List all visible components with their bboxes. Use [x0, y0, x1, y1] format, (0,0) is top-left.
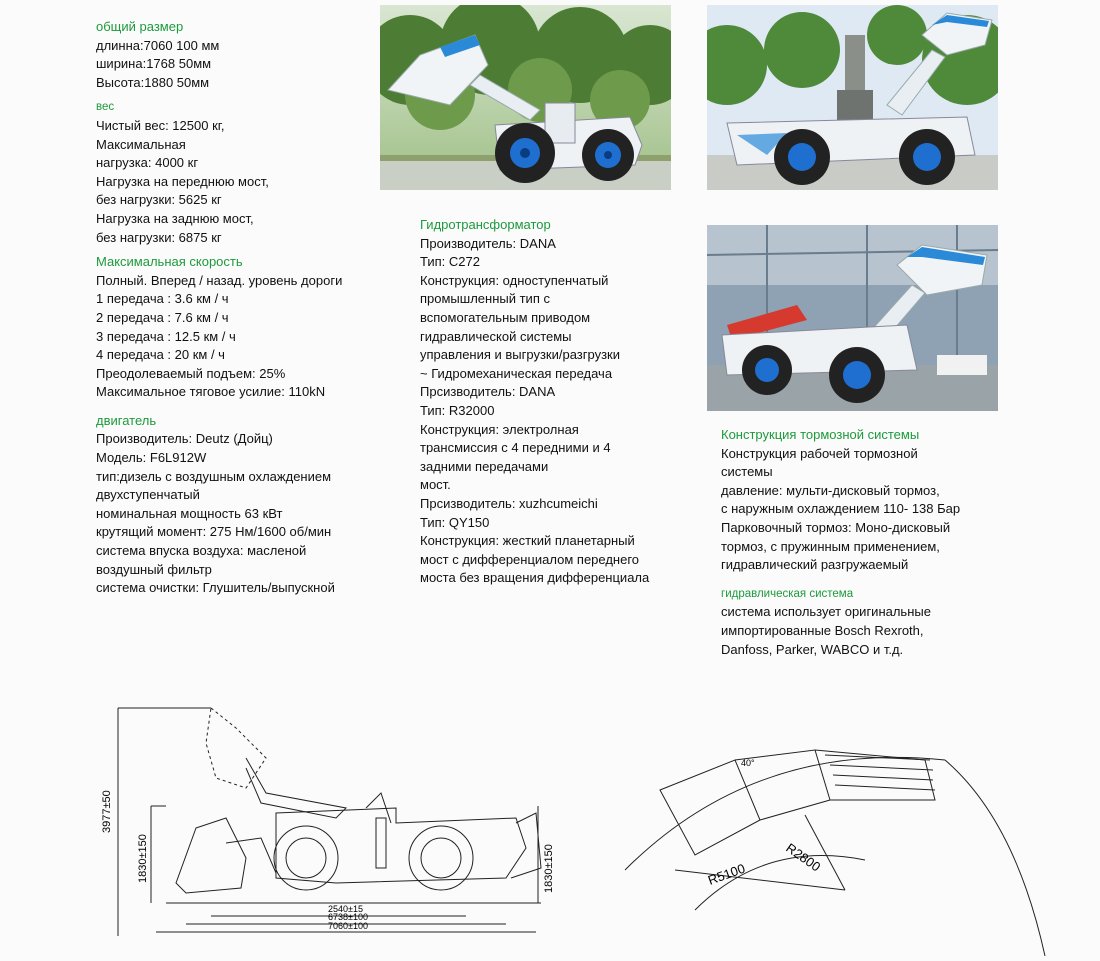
spec-line: Тип: C272 — [420, 254, 480, 270]
photo-loader-outdoor-1 — [380, 5, 671, 190]
spec-column-left — [96, 18, 406, 598]
spec-line: система впуска воздуха: масленой — [96, 543, 307, 559]
spec-line: Тип: R32000 — [420, 402, 495, 418]
spec-line: давление: мульти-дисковый тормоз, — [721, 482, 940, 498]
spec-line: Производитель: DANA — [420, 235, 556, 251]
spec-line: ~ Гидромеханическая передача — [420, 365, 613, 381]
hydraulic-list — [721, 603, 1011, 659]
spec-line: гидравлический разгружаемый — [721, 557, 909, 573]
spec-line: управления и выгрузки/разгрузки — [420, 347, 620, 363]
heading-hydraulic-system: гидравлическая система — [721, 587, 854, 600]
spec-line: трансмиссия с 4 передними и 4 — [420, 440, 611, 456]
heading-max-speed: Максимальная скорость — [96, 254, 243, 270]
dim-height-right: 1830±150 — [543, 844, 555, 893]
dim-height-left: 1830±150 — [137, 834, 149, 883]
spec-line: Чистый вес: 12500 кг, — [96, 117, 225, 133]
spec-line: Danfoss, Parker, WABCO и т.д. — [721, 641, 904, 657]
spec-column-middle — [420, 216, 705, 588]
weight-list — [96, 117, 406, 247]
spec-line: ширина:1768 50мм — [96, 56, 212, 72]
spec-line: 1 передача : 3.6 км / ч — [96, 291, 229, 307]
engine-list — [96, 430, 406, 597]
spec-line: Парковочный тормоз: Моно-дисковый — [721, 519, 951, 535]
spec-line: Тип: QY150 — [420, 514, 490, 530]
spec-line: Преодолеваемый подъем: 25% — [96, 365, 286, 381]
spec-line: Конструкция: электролная — [420, 421, 579, 437]
heading-weight: вес — [96, 101, 115, 114]
spec-line: Нагрузка на заднюю мост, — [96, 210, 254, 226]
spec-line: 2 передача : 7.6 км / ч — [96, 309, 229, 325]
spec-line: нагрузка: 4000 кг — [96, 155, 199, 171]
spec-line: Производитель: Deutz (Дойц) — [96, 431, 273, 447]
spec-line: Максимальное тяговое усилие: 110kN — [96, 384, 326, 400]
dim-turn-outer: R5100 — [705, 860, 748, 888]
spec-line: воздушный фильтр — [96, 561, 212, 577]
transmission-list — [420, 235, 705, 588]
photo-loader-outdoor-2 — [707, 5, 998, 190]
brake-list — [721, 445, 1011, 575]
spec-line: вспомогательным приводом — [420, 309, 591, 325]
size-list — [96, 37, 406, 93]
spec-line: система очистки: Глушитель/выпускной — [96, 580, 335, 596]
spec-line: тормоз, с пружинным применением, — [721, 538, 940, 554]
turning-radius-drawing — [615, 720, 1100, 956]
dim-height-total: 3977±50 — [101, 790, 113, 833]
dim-angle: 40° — [741, 758, 755, 768]
spec-line: номинальная мощность 63 кВт — [96, 505, 283, 521]
heading-overall-size: общий размер — [96, 19, 184, 34]
spec-line: импортированные Bosch Rexroth, — [721, 622, 924, 638]
photo-loader-workshop — [707, 225, 998, 411]
spec-line: тип:дизель с воздушным охлаждением — [96, 468, 332, 484]
spec-line: задними передачами — [420, 458, 549, 474]
side-view-drawing — [96, 698, 576, 948]
spec-line: системы — [721, 464, 773, 480]
spec-line: 3 передача : 12.5 км / ч — [96, 328, 236, 344]
spec-line: Нагрузка на переднюю мост, — [96, 173, 269, 189]
spec-line: без нагрузки: 6875 кг — [96, 229, 222, 245]
spec-line: промышленный тип с — [420, 291, 550, 307]
spec-line: моста без вращения дифференциала — [420, 570, 650, 586]
spec-line: Прсизводитель: xuzhcumeichi — [420, 495, 598, 511]
spec-line: крутящий момент: 275 Нм/1600 об/мин — [96, 524, 332, 540]
dim-length: 7060±100 — [328, 921, 368, 931]
spec-line: Конструкция рабочей тормозной — [721, 445, 918, 461]
spec-line: Модель: F6L912W — [96, 450, 207, 466]
speed-list — [96, 272, 406, 402]
spec-line: длинна:7060 100 мм — [96, 37, 220, 53]
spec-line: мост с дифференциалом переднего — [420, 551, 640, 567]
spec-line: система использует оригинальные — [721, 604, 931, 620]
spec-line: Высота:1880 50мм — [96, 74, 210, 90]
spec-line: 4 передача : 20 км / ч — [96, 347, 225, 363]
spec-line: Полный. Вперед / назад. уровень дороги — [96, 272, 343, 288]
heading-engine: двигатель — [96, 412, 157, 428]
spec-line: двухступенчатый — [96, 487, 200, 503]
spec-line: гидравлической системы — [420, 328, 572, 344]
spec-line: Конструкция: одноступенчатый — [420, 272, 609, 288]
spec-column-right — [721, 426, 1011, 659]
spec-line: Максимальная — [96, 136, 186, 152]
heading-torque-converter: Гидротрансформатор — [420, 217, 551, 232]
spec-line: с наружным охлаждением 110- 138 Бар — [721, 501, 961, 517]
dim-turn-inner: R2800 — [783, 840, 824, 875]
heading-brake-system: Конструкция тормозной системы — [721, 427, 920, 442]
dim-wheelbase: 2540±15 — [328, 904, 363, 914]
dim-mid: 6738±100 — [328, 912, 368, 922]
spec-line: мост. — [420, 477, 451, 493]
spec-line: Конструкция: жесткий планетарный — [420, 533, 635, 549]
spec-line: Прсизводитель: DANA — [420, 384, 556, 400]
spec-line: без нагрузки: 5625 кг — [96, 192, 222, 208]
